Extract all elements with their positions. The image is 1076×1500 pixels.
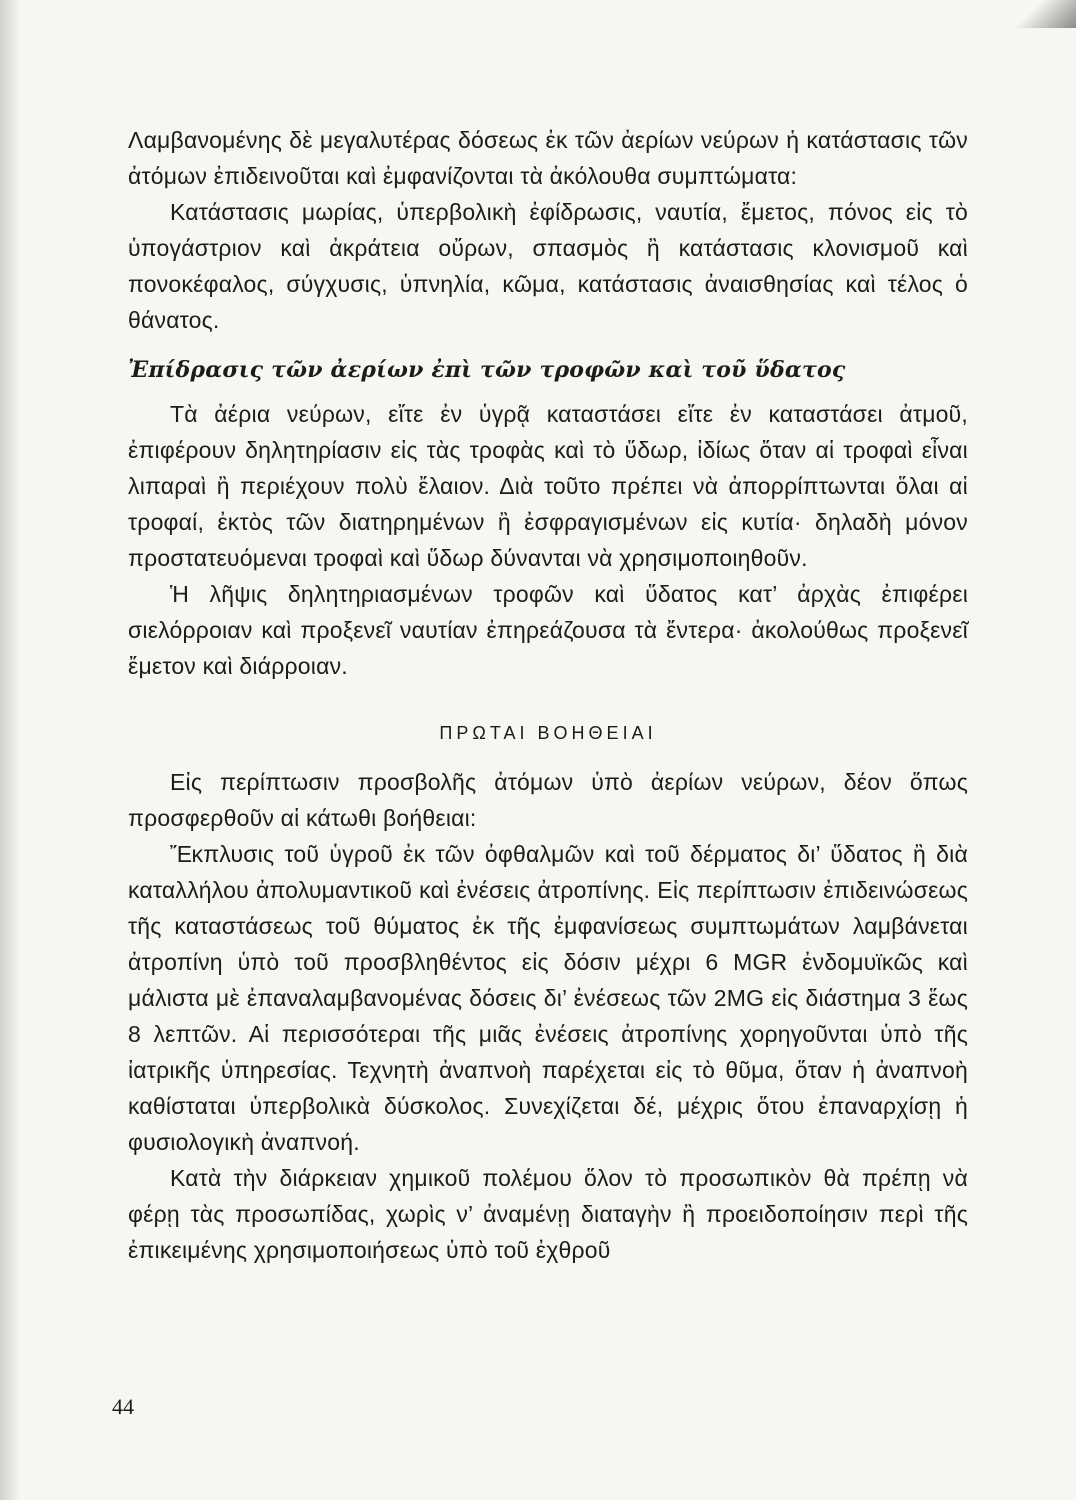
scan-corner-mark [1016,0,1076,28]
paragraph-ingestion: Ἡ λῆψις δηλητηριασμένων τροφῶν καὶ ὕδατος κατ’ ἀρχὰς ἐπιφέρει σιελόρροιαν καὶ προξενεῖ ναυτίαν ἐπηρεάζουσα τὰ ἔντερα· ἀκολούθως προξενεῖ ἔμετον καὶ διάρροιαν. [128,581,968,679]
paragraph-symptoms-intro: Λαμβανομένης δὲ μεγαλυτέρας δόσεως ἐκ τῶν ἀερίων νεύρων ἡ κατάστασις τῶν ἀτόμων ἐπιδεινοῦται καὶ ἐμφανίζονται τὰ ἀκόλουθα συμπτώματα: [128,127,968,189]
page-edge-shadow [0,0,20,1500]
paragraph-first-aid-steps: Ἔκπλυσις τοῦ ὑγροῦ ἐκ τῶν ὀφθαλμῶν καὶ τοῦ δέρματος δι’ ὕδατος ἢ διὰ καταλλήλου ἀπολυμαντικοῦ καὶ ἐνέσεις ἀτροπίνης. Εἰς περίπτωσιν ἐπιδεινώσεως τῆς καταστάσεως τοῦ θύματος ἐκ τῆς ἐμφανίσεως συμπτωμάτων λαμβάνεται ἀτροπίνη ὑπὸ τοῦ προσβληθέντος εἰς δόσιν μέχρι 6 MGR ἐνδομυϊκῶς καὶ μάλιστα μὲ ἐπαναλαμβανομένας δόσεις δι’ ἐνέσεως τῶν 2MG εἰς διάστημα 3 ἕως 8 λεπτῶν. Αἱ περισσότεραι τῆς μιᾶς ἐνέσεις ἀτροπίνης χορηγοῦνται ὑπὸ τῆς ἰατρικῆς ὑπηρεσίας. Τεχνητὴ ἀναπνοὴ παρέχεται εἰς τὸ θῦμα, ὅταν ἡ ἀναπνοὴ καθίσταται ὑπερβολικὰ δύσκολος. Συνεχίζεται δέ, μέχρις ὅτου ἐπαναρχίσῃ ἡ φυσιολογικὴ ἀναπνοή. [128,841,968,1155]
page-body [128,122,968,1268]
paragraph-chemical-war: Κατὰ τὴν διάρκειαν χημικοῦ πολέμου ὅλον τὸ προσωπικὸν θὰ πρέπῃ νὰ φέρῃ τὰς προσωπίδας, χωρὶς ν’ ἀναμένῃ διαταγὴν ἢ προειδοποίησιν περὶ τῆς ἐπικειμένης χρησιμοποιήσεως ὑπὸ τοῦ ἐχθροῦ [128,1165,968,1263]
section-heading-effect-on-food: Ἐπίδρασις τῶν ἀερίων ἐπὶ τῶν τροφῶν καὶ τοῦ ὕδατος [128,357,846,383]
paragraph-first-aid-intro: Εἰς περίπτωσιν προσβολῆς ἀτόμων ὑπὸ ἀερίων νεύρων, δέον ὅπως προσφερθοῦν αἱ κάτωθι βοήθειαι: [128,769,968,831]
section-heading-first-aid: ΠΡΩΤΑΙ ΒΟΗΘΕΙΑΙ [439,723,657,743]
paragraph-food-water: Τὰ ἀέρια νεύρων, εἴτε ἐν ὑγρᾷ καταστάσει εἴτε ἐν καταστάσει ἀτμοῦ, ἐπιφέρουν δηλητηρίασιν εἰς τὰς τροφὰς καὶ τὸ ὕδωρ, ἰδίως ὅταν αἱ τροφαὶ εἶναι λιπαραὶ ἢ περιέχουν πολὺ ἔλαιον. Διὰ τοῦτο πρέπει νὰ ἀπορρίπτωνται ὅλαι αἱ τροφαί, ἐκτὸς τῶν διατηρημένων ἢ ἐσφραγισμένων εἰς κυτία· δηλαδὴ μόνον προστατευόμεναι τροφαὶ καὶ ὕδωρ δύνανται νὰ χρησιμοποιηθοῦν. [128,401,968,571]
paragraph-symptoms-list: Κατάστασις μωρίας, ὑπερβολικὴ ἐφίδρωσις, ναυτία, ἔμετος, πόνος εἰς τὸ ὑπογάστριον καὶ ἀκράτεια οὔρων, σπασμὸς ἢ κατάστασις κλονισμοῦ καὶ πονοκέφαλος, σύγχυσις, ὑπνηλία, κῶμα, κατάστασις ἀναισθησίας καὶ τέλος ὁ θάνατος. [128,199,968,333]
page-number: 44 [112,1394,134,1419]
